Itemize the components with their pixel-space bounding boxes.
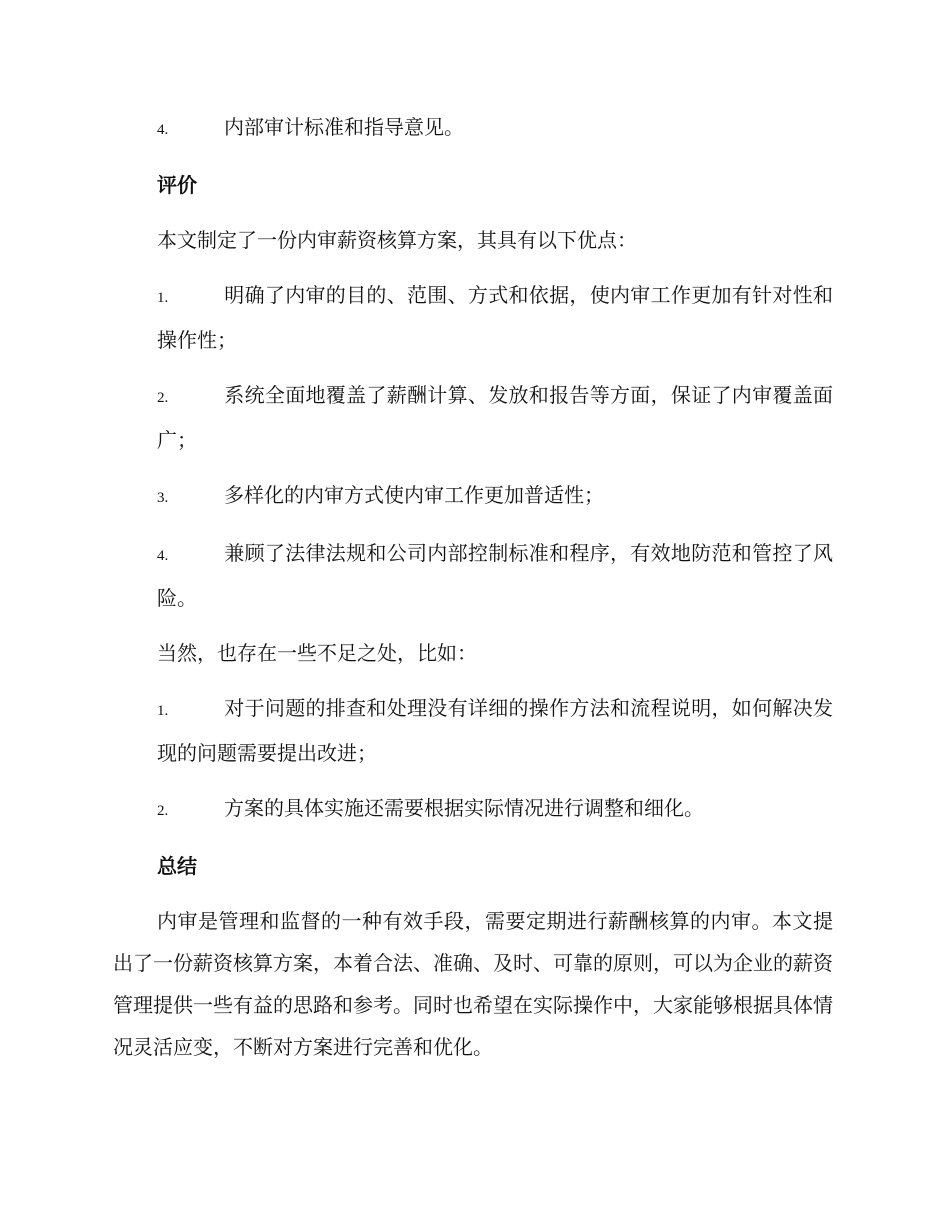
list-item bbox=[113, 274, 833, 361]
list-item bbox=[113, 374, 833, 461]
document-body bbox=[113, 106, 833, 1081]
list-number: 1. bbox=[157, 703, 169, 719]
list-item-text: 兼顾了法律法规和公司内部控制标准和程序，有效地防范和管控了风险。 bbox=[157, 541, 833, 610]
list-item bbox=[113, 532, 833, 619]
list-item-text: 方案的具体实施还需要根据实际情况进行调整和细化。 bbox=[224, 796, 704, 820]
list-number: 4. bbox=[157, 122, 169, 138]
list-number: 2. bbox=[157, 390, 169, 406]
list-item bbox=[113, 787, 833, 832]
list-item-text: 明确了内审的目的、范围、方式和依据，使内审工作更加有针对性和操作性； bbox=[157, 283, 833, 352]
list-item bbox=[113, 687, 833, 774]
section-heading-summary: 总结 bbox=[157, 854, 197, 878]
paragraph: 本文制定了一份内审薪资核算方案，其具有以下优点： bbox=[157, 228, 637, 252]
list-number: 1. bbox=[157, 290, 169, 306]
list-item-text: 对于问题的排查和处理没有详细的操作方法和流程说明，如何解决发现的问题需要提出改进； bbox=[157, 696, 833, 765]
list-number: 3. bbox=[157, 490, 169, 506]
list-item-text: 系统全面地覆盖了薪酬计算、发放和报告等方面，保证了内审覆盖面广； bbox=[157, 383, 833, 452]
paragraph: 内审是管理和监督的一种有效手段，需要定期进行薪酬核算的内审。本文提出了一份薪资核算方案，本着合法、准确、及时、可靠的原则，可以为企业的薪资管理提供一些有益的思路和参考。同时也希望在实际操作中，大家能够根据具体情况灵活应变，不断对方案进行完善和优化。 bbox=[113, 909, 833, 1059]
list-number: 2. bbox=[157, 803, 169, 819]
section-heading-evaluation: 评价 bbox=[157, 173, 197, 197]
list-item-text: 多样化的内审方式使内审工作更加普适性； bbox=[224, 483, 604, 507]
list-item bbox=[113, 474, 833, 519]
list-number: 4. bbox=[157, 548, 169, 564]
paragraph: 当然，也存在一些不足之处，比如： bbox=[157, 641, 477, 665]
list-item-text: 内部审计标准和指导意见。 bbox=[224, 115, 464, 139]
list-item bbox=[113, 106, 833, 151]
